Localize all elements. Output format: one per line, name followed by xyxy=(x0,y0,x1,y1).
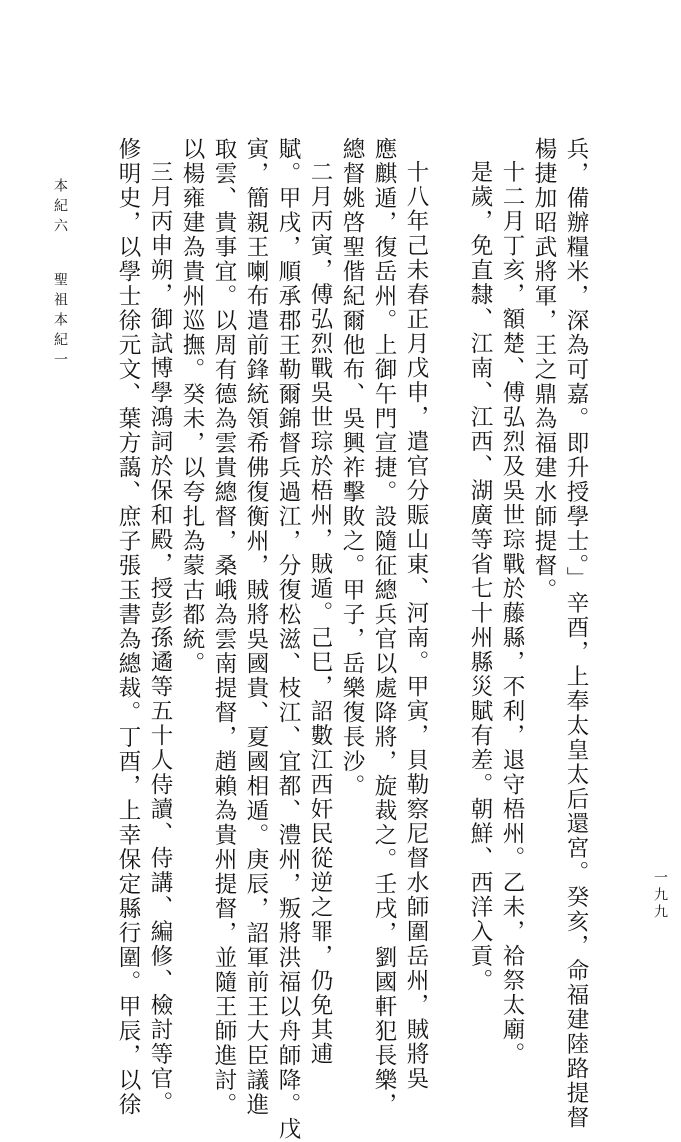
text-column-2: 楊捷加昭武將軍，王之鼎為福建水師提督。 xyxy=(531,137,557,603)
text-column-10: 寅，簡親王喇布遣前鋒統領希佛復衡州，賊將吳國貴、夏國相遁。庚辰，詔軍前王大臣議進 xyxy=(243,137,269,1117)
text-column-1: 兵，備辦糧米，深為可嘉。即升授學士。」辛酉，上奉太皇太后還宮。癸亥，命福建陸路提督 xyxy=(563,137,589,1131)
text-column-5: 十八年己未春正月戊申，遣官分賑山東、河南。甲寅，貝勒察尼督水師圍岳州，賊將吳 xyxy=(403,160,429,1091)
chapter-label: 本紀六 xyxy=(52,178,68,238)
text-column-6: 應麒遁，復岳州。上御午門宣捷。設隨征總兵官以處降將，旋裁之。壬戌，劉國軒犯長樂， xyxy=(371,137,397,1117)
text-column-13: 三月丙申朔，御試博學鴻詞於保和殿，授彭孫遹等五十人侍讀、侍講、編修、檢討等官。 xyxy=(147,160,173,1116)
text-column-3: 十二月丁亥，額楚、傅弘烈及吳世琮戰於藤縣，不利，退守梧州。乙未，祫祭太廟。 xyxy=(499,160,525,1067)
text-column-4: 是歲，免直隸、江南、江西、湖廣等省七十州縣災賦有差。朝鮮、西洋入貢。 xyxy=(467,160,493,993)
text-column-11: 取雲、貴事宜。以周有德為雲貴總督，桑峨為雲南提督，趙賴為貴州提督，並隨王師進討。 xyxy=(211,137,237,1117)
text-column-8: 二月丙寅，傅弘烈戰吳世琮於梧州，賊遁。己巳，詔數江西奸民從逆之罪，仍免其逋 xyxy=(307,160,333,1067)
paragraph-gap xyxy=(432,137,464,917)
section-label: 聖祖本紀一 xyxy=(52,272,68,372)
text-column-7: 總督姚啓聖偕紀爾他布、吳興祚擊敗之。甲子，岳樂復長沙。 xyxy=(339,137,365,799)
page-number: 一九九 xyxy=(652,870,668,921)
text-column-12: 以楊雍建為貴州巡撫。癸未，以夸扎為蒙古都統。 xyxy=(179,137,205,676)
text-column-9: 賦。甲戌，順承郡王勒爾錦督兵過江，分復松滋、枝江、宜都、澧州，叛將洪福以舟師降。戊 xyxy=(275,137,301,1142)
text-column-14: 修明史，以學士徐元文、葉方藹、庶子張玉書為總裁。丁酉，上幸保定縣行圍。甲辰，以徐 xyxy=(115,137,141,1117)
